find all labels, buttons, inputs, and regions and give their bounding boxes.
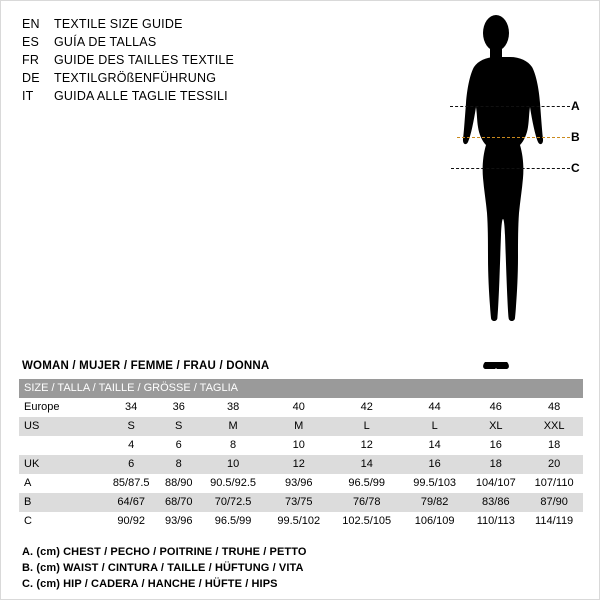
language-code: EN (22, 17, 40, 31)
female-silhouette-icon (441, 7, 551, 372)
language-row (22, 15, 422, 33)
language-code: IT (22, 89, 34, 103)
language-title: GUIDE DES TAILLES TEXTILE (54, 53, 235, 67)
cell: 90/92 (104, 512, 158, 531)
cell: 40 (267, 398, 330, 417)
size-table (19, 379, 583, 531)
cell: 46 (466, 398, 525, 417)
table-row (19, 512, 583, 531)
cell: 16 (466, 436, 525, 455)
language-code: FR (22, 53, 40, 67)
measure-line-hip (451, 168, 570, 169)
cell: 107/110 (525, 474, 583, 493)
language-row (22, 33, 422, 51)
cell: 99.5/103 (403, 474, 466, 493)
cell: 10 (267, 436, 330, 455)
language-title: TEXTILE SIZE GUIDE (54, 17, 183, 31)
cell: 83/86 (466, 493, 525, 512)
table-band-label: SIZE / TALLA / TAILLE / GRÖSSE / TAGLIA (19, 379, 583, 398)
measure-line-chest (450, 106, 570, 107)
cell: 104/107 (466, 474, 525, 493)
cell: 20 (525, 455, 583, 474)
table-row (19, 455, 583, 474)
legend-row-hip: C. (cm) HIP / CADERA / HANCHE / HÜFTE / HIPS (22, 578, 278, 590)
language-title: GUÍA DE TALLAS (54, 35, 157, 49)
cell: 6 (158, 436, 199, 455)
cell: XL (466, 417, 525, 436)
legend-row-waist: B. (cm) WAIST / CINTURA / TAILLE / HÜFTUNG / VITA (22, 562, 304, 574)
cell: 85/87.5 (104, 474, 158, 493)
cell: 102.5/105 (330, 512, 402, 531)
cell: S (158, 417, 199, 436)
cell: M (199, 417, 267, 436)
cell: L (403, 417, 466, 436)
cell: 106/109 (403, 512, 466, 531)
cell: 16 (403, 455, 466, 474)
language-title: TEXTILGRÖßENFÜHRUNG (54, 71, 217, 85)
cell: 42 (330, 398, 402, 417)
row-label: US (19, 417, 104, 436)
table-row (19, 493, 583, 512)
row-label: A (19, 474, 104, 493)
cell: 18 (525, 436, 583, 455)
table-row (19, 417, 583, 436)
cell: 79/82 (403, 493, 466, 512)
row-label: UK (19, 455, 104, 474)
measure-label-a: A (571, 99, 580, 113)
section-title: WOMAN / MUJER / FEMME / FRAU / DONNA (22, 360, 270, 372)
cell: 96.5/99 (199, 512, 267, 531)
row-label: Europe (19, 398, 104, 417)
cell: 10 (199, 455, 267, 474)
cell: 99.5/102 (267, 512, 330, 531)
row-label (19, 436, 104, 455)
cell: 14 (330, 455, 402, 474)
cell: L (330, 417, 402, 436)
cell: 12 (267, 455, 330, 474)
cell: 73/75 (267, 493, 330, 512)
cell: 114/119 (525, 512, 583, 531)
cell: 8 (158, 455, 199, 474)
table-band-row (19, 379, 583, 398)
cell: 93/96 (267, 474, 330, 493)
cell: S (104, 417, 158, 436)
cell: 34 (104, 398, 158, 417)
cell: 4 (104, 436, 158, 455)
cell: 96.5/99 (330, 474, 402, 493)
body-figure-diagram (421, 7, 591, 377)
cell: 76/78 (330, 493, 402, 512)
language-code: ES (22, 35, 40, 49)
cell: 36 (158, 398, 199, 417)
cell: M (267, 417, 330, 436)
table-row (19, 474, 583, 493)
cell: 68/70 (158, 493, 199, 512)
cell: 12 (330, 436, 402, 455)
cell: 90.5/92.5 (199, 474, 267, 493)
cell: XXL (525, 417, 583, 436)
language-row (22, 87, 422, 105)
cell: 14 (403, 436, 466, 455)
measure-label-c: C (571, 161, 580, 175)
row-label: C (19, 512, 104, 531)
table-row (19, 436, 583, 455)
cell: 88/90 (158, 474, 199, 493)
cell: 38 (199, 398, 267, 417)
measurement-legend (22, 544, 582, 592)
language-title: GUIDA ALLE TAGLIE TESSILI (54, 89, 228, 103)
cell: 93/96 (158, 512, 199, 531)
cell: 8 (199, 436, 267, 455)
language-header-block (22, 15, 422, 105)
cell: 87/90 (525, 493, 583, 512)
table-row (19, 398, 583, 417)
language-code: DE (22, 71, 40, 85)
row-label: B (19, 493, 104, 512)
cell: 6 (104, 455, 158, 474)
cell: 48 (525, 398, 583, 417)
cell: 70/72.5 (199, 493, 267, 512)
cell: 44 (403, 398, 466, 417)
cell: 110/113 (466, 512, 525, 531)
cell: 18 (466, 455, 525, 474)
language-row (22, 69, 422, 87)
cell: 64/67 (104, 493, 158, 512)
measure-line-waist (457, 137, 570, 138)
language-row (22, 51, 422, 69)
legend-row-chest: A. (cm) CHEST / PECHO / POITRINE / TRUHE / PETTO (22, 546, 307, 558)
measure-label-b: B (571, 130, 580, 144)
